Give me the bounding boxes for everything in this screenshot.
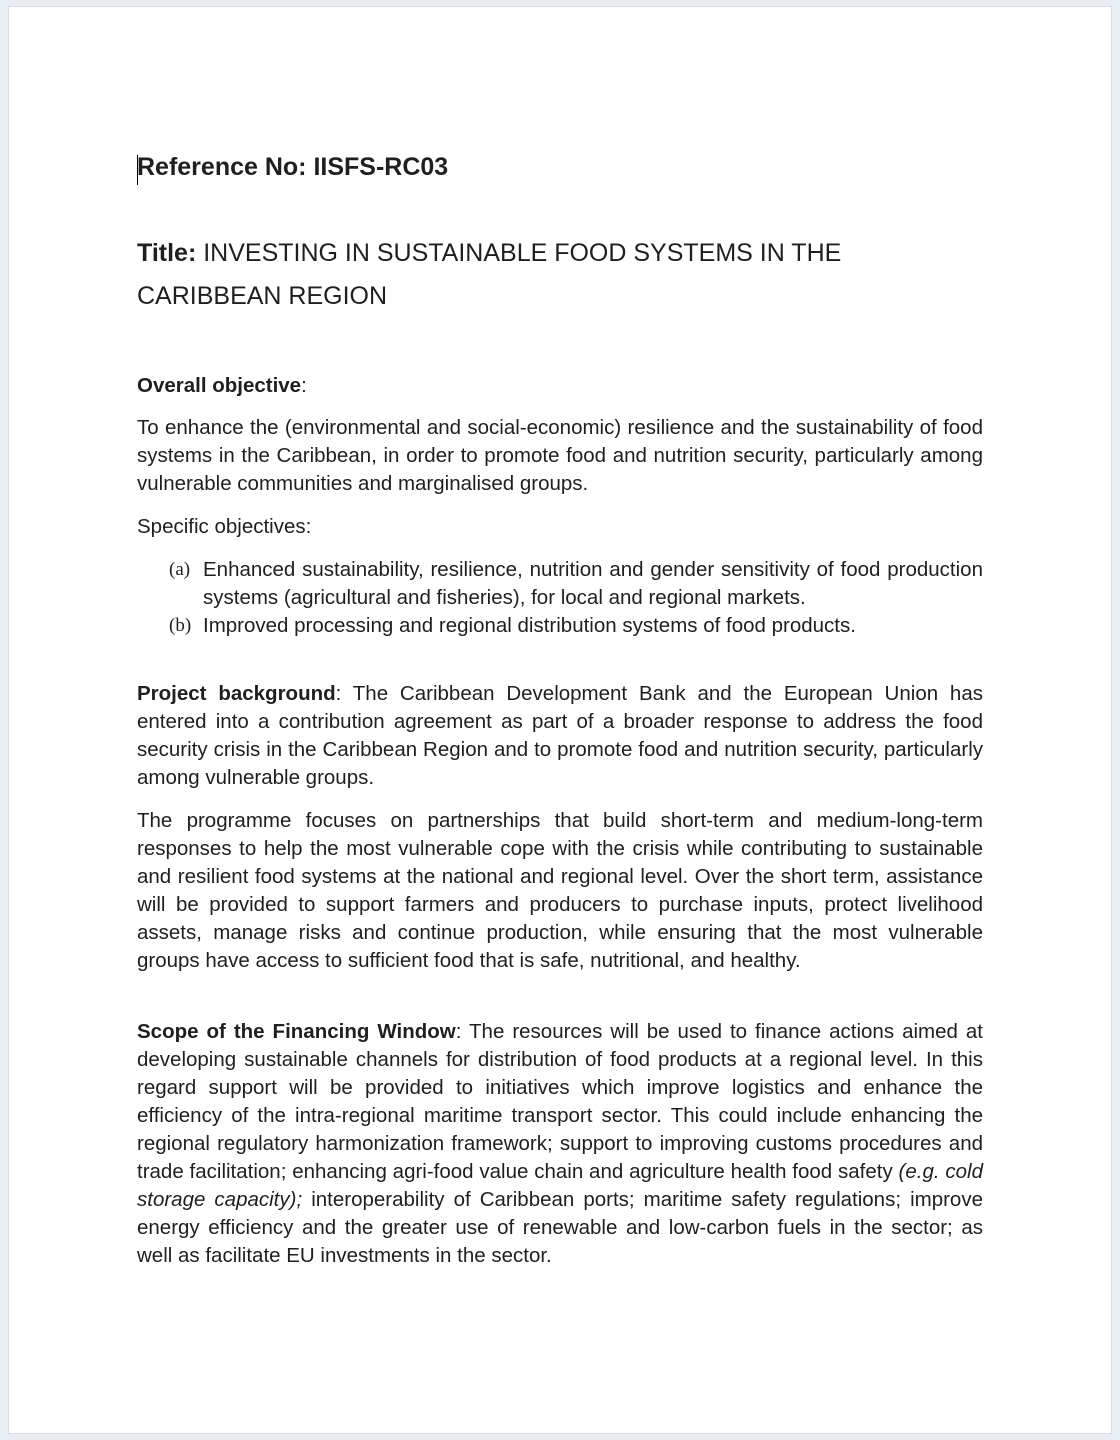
list-marker: (b) (169, 615, 192, 636)
list-item (169, 612, 983, 640)
list-item-text: Improved processing and regional distribution systems of food products. (203, 614, 856, 637)
document-title (137, 232, 983, 318)
overall-objective-label: Overall objective (137, 374, 302, 397)
title-label: Title: (137, 239, 197, 267)
list-item-text: Enhanced sustainability, resilience, nutrition and gender sensitivity of food production systems (agricultural and fisheries), for local and regional markets. (203, 558, 983, 609)
overall-objective-heading (137, 372, 983, 400)
specific-objectives-label: Specific objectives: (137, 515, 312, 538)
programme-paragraph: The programme focuses on partnerships that build short-term and medium-long-term responses to help the most vulnerable cope with the crisis while contributing to sustainable and resilient food systems at the national and regional level. Over the short term, assistance will be provided to support farmers and producers to purchase inputs, protect livelihood assets, manage risks and continue production, while ensuring that the most vulnerable groups have access to sufficient food that is safe, nutritional, and healthy. (137, 809, 983, 972)
scope-paragraph (137, 1018, 983, 1270)
list-marker: (a) (169, 559, 191, 580)
scope-text-1: : The resources will be used to finance actions aimed at developing sustainable channels for distribution of food products at a regional level. In this regard support will be provided to initiatives which improve logistics and enhance the efficiency of the intra-regional maritime transport sector. This could include enhancing the regional regulatory harmonization framework; support to improving customs procedures and trade facilitation; enhancing agri-food value chain and agriculture health food safety (137, 1020, 983, 1183)
overall-objective-text: To enhance the (environmental and social-economic) resilience and the sustainability of food systems in the Caribbean, in order to promote food and nutrition security, particularly among vulnerable communities and marginalised groups. (137, 416, 983, 495)
title-text: INVESTING IN SUSTAINABLE FOOD SYSTEMS IN THE CARIBBEAN REGION (137, 239, 842, 310)
project-background-label: Project background (137, 682, 336, 705)
specific-objectives-list (169, 556, 983, 640)
scope-label: Scope of the Financing Window (137, 1020, 456, 1043)
project-background-paragraph (137, 680, 983, 792)
scope-text-2: interoperability of Caribbean ports; maritime safety regulations; improve energy efficiency and the greater use of renewable and low-carbon fuels in the sector; as well as facilitate EU investments in the sector. (137, 1188, 983, 1267)
reference-number: Reference No: IISFS-RC03 (137, 153, 449, 181)
document-page[interactable] (8, 6, 1112, 1434)
project-background-text: : The Caribbean Development Bank and the European Union has entered into a contribution agreement as part of a broader response to address the food security crisis in the Caribbean Region and to promote food and nutrition security, particularly among vulnerable groups. (137, 682, 983, 789)
scope-italic-example: (e.g. cold storage capacity); (137, 1160, 983, 1211)
overall-objective-colon: : (301, 374, 307, 397)
list-item (169, 556, 983, 612)
